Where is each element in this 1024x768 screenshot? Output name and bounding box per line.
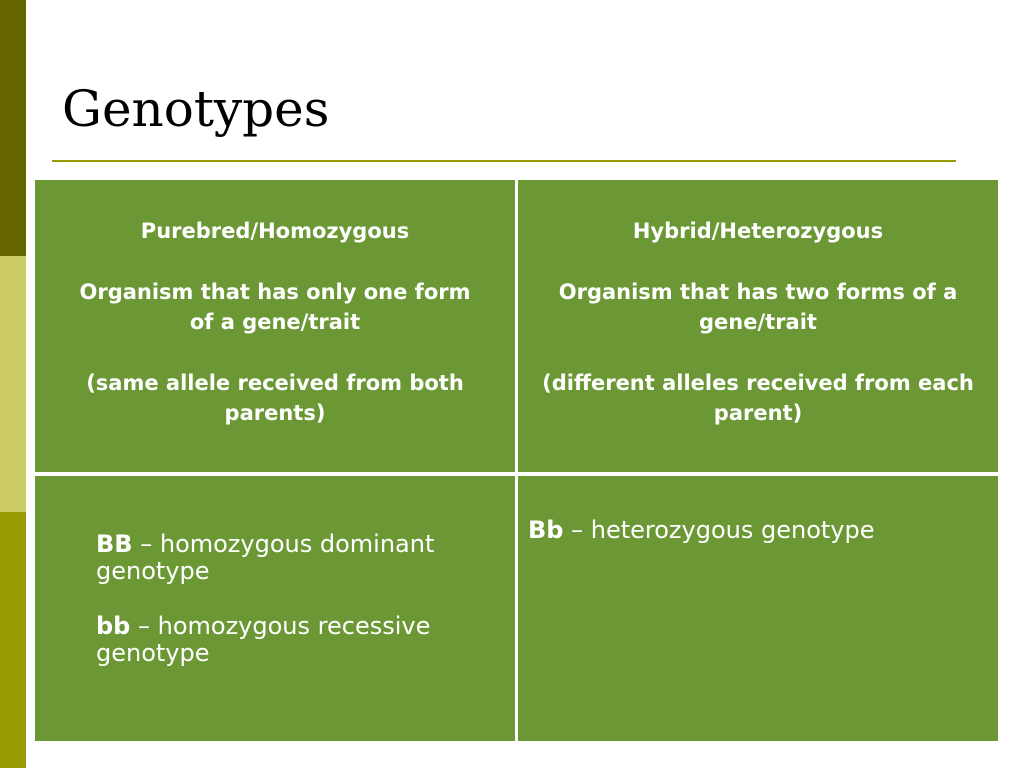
- genotype-item-bb-dominant: [96, 531, 510, 585]
- genotype-description: – homozygous recessive genotype: [96, 612, 431, 667]
- genotype-code: bb: [96, 612, 131, 640]
- heterozygous-examples-cell: [518, 476, 998, 741]
- heterozygous-note: (different alleles received from each parent): [542, 371, 974, 425]
- genotype-code: Bb: [528, 516, 564, 544]
- homozygous-header-cell: [35, 180, 515, 472]
- side-bar-middle: [0, 256, 26, 512]
- homozygous-definition: Organism that has only one form of a gene/trait: [79, 280, 471, 334]
- side-bar-bottom: [0, 512, 26, 768]
- heterozygous-header-cell: [518, 180, 998, 472]
- genotype-description: – homozygous dominant genotype: [96, 530, 435, 585]
- heterozygous-definition: Organism that has two forms of a gene/trait: [558, 280, 958, 334]
- genotype-code: BB: [96, 530, 133, 558]
- genotype-item-bb-hetero: [528, 517, 988, 544]
- homozygous-note: (same allele received from both parents): [86, 371, 464, 425]
- title-divider: [52, 160, 956, 162]
- homozygous-examples-cell: [35, 476, 515, 741]
- heterozygous-heading: Hybrid/Heterozygous: [632, 219, 884, 243]
- genotype-description: – heterozygous genotype: [563, 516, 875, 544]
- genotype-item-bb-recessive: [96, 613, 510, 667]
- side-bar-top: [0, 0, 26, 256]
- slide-title: Genotypes: [62, 80, 330, 138]
- homozygous-heading: Purebred/Homozygous: [140, 219, 410, 243]
